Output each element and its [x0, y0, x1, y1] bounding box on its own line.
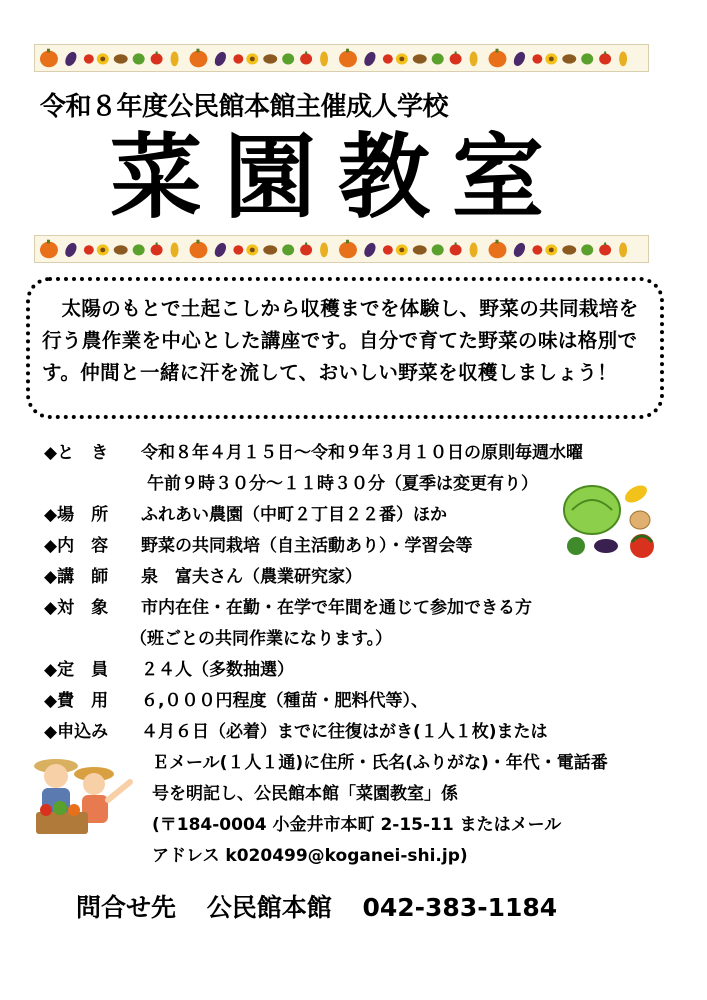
page-subtitle: 令和８年度公民館本館主催成人学校	[40, 92, 449, 122]
detail-capacity	[44, 655, 674, 686]
detail-label: ◆定 員	[44, 660, 109, 680]
vegetable-border-icon	[35, 236, 648, 262]
detail-value: 午前９時３０分～１１時３０分（夏季は変更有り）	[147, 474, 538, 494]
vegetable-border-icon	[35, 45, 648, 71]
detail-target	[44, 593, 674, 624]
detail-value: ４月６日（必着）までに往復はがき(１人１枚)または	[141, 722, 548, 742]
intro-text: 太陽のもとで土起こしから収穫までを体験し、野菜の共同栽培を行う農作業を中心とした講座です。自分で育てた野菜の味は格別です。仲間と一緒に汗を流して、おいしい野菜を収穫しましょう！	[42, 297, 639, 384]
detail-label: ◆対 象	[44, 598, 109, 618]
detail-value: 泉 富夫さん（農業研究家）	[141, 567, 362, 587]
detail-value: 令和８年４月１５日～令和９年３月１０日の原則毎週水曜	[141, 443, 583, 463]
detail-lecturer	[44, 562, 674, 593]
detail-fee	[44, 686, 674, 717]
detail-label: ◆と き	[44, 443, 109, 463]
inquiry-org: 公民館本館	[206, 893, 332, 922]
vegetable-border-top	[34, 44, 649, 72]
inquiry-line	[76, 888, 575, 924]
inquiry-phone: 042-383-1184	[362, 893, 558, 922]
detail-apply-cont	[44, 841, 674, 872]
detail-target-cont	[44, 624, 674, 655]
detail-value: Ｅメール(１人１通)に住所・氏名(ふりがな)・年代・電話番	[152, 753, 608, 773]
detail-label: ◆内 容	[44, 536, 109, 556]
detail-value: (〒184-0004 小金井市本町 2-15-11 またはメール	[152, 815, 562, 835]
detail-value: 市内在住・在勤・在学で年間を通じて参加できる方	[141, 598, 532, 618]
detail-value: ６,０００円程度（種苗・肥料代等）、	[141, 691, 428, 711]
vegetable-basket-icon	[562, 480, 666, 560]
detail-value: （班ごとの共同作業になります。）	[130, 629, 393, 649]
detail-when	[44, 438, 674, 469]
detail-value: ふれあい農園（中町２丁目２２番）ほか	[141, 505, 447, 525]
vegetable-border-bottom	[34, 235, 649, 263]
detail-label: ◆申込み	[44, 722, 109, 742]
detail-label: ◆費 用	[44, 691, 109, 711]
detail-value: 野菜の共同栽培（自主活動あり）・学習会等	[141, 536, 473, 556]
detail-value: アドレス k020499@koganei-shi.jp)	[152, 846, 468, 866]
inquiry-label: 問合せ先	[76, 893, 177, 922]
detail-label: ◆講 師	[44, 567, 109, 587]
page-title: 菜園教室	[110, 123, 567, 231]
detail-label: ◆場 所	[44, 505, 109, 525]
detail-value: ２４人（多数抽選）	[141, 660, 294, 680]
farmer-couple-icon	[30, 752, 142, 842]
intro-box	[26, 277, 664, 419]
detail-apply	[44, 717, 674, 748]
detail-value: 号を明記し、公民館本館「菜園教室」係	[152, 784, 458, 804]
